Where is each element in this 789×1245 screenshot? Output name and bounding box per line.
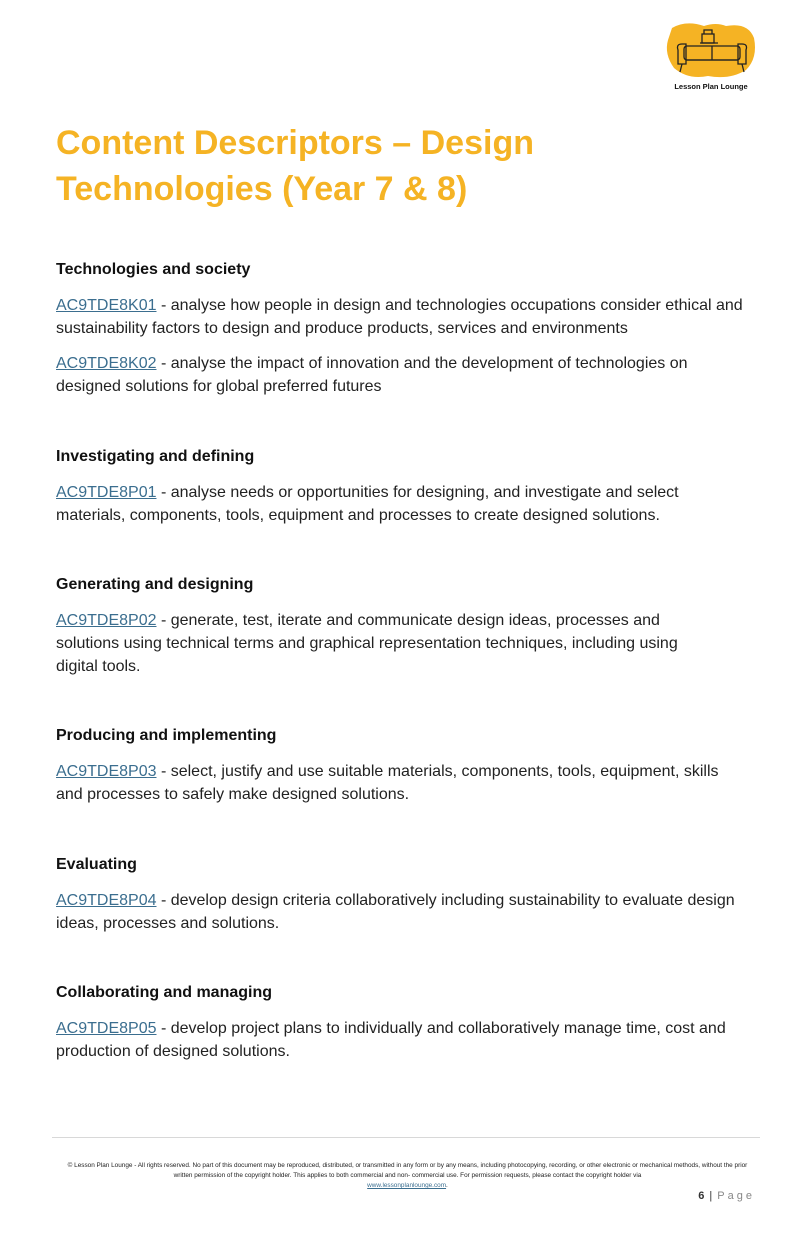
copyright-text: © Lesson Plan Lounge - All rights reserved. No part of this document may be reproduced, distributed, or transmitted in any form or by any means, including photocopying, recording, or other electronic or mechanical methods, without the prior written permission of the copyright holder. This applies to both commercial and non- commercial use. For permission requests, please contact the copyright holder via xyxy=(67,1162,748,1179)
descriptor-code-link[interactable]: AC9TDE8P05 xyxy=(56,1020,157,1037)
website-link[interactable]: www.lessonplanlounge.com xyxy=(367,1182,447,1189)
link-suffix: . xyxy=(446,1182,448,1189)
section-generating-and-designing xyxy=(56,575,766,690)
descriptor-paragraph xyxy=(56,609,716,678)
descriptor-text: - generate, test, iterate and communicate design ideas, processes and solutions using technical terms and graphical representation techniques, including using digital tools. xyxy=(56,612,678,675)
descriptor-paragraph xyxy=(56,1017,756,1063)
descriptor-paragraph xyxy=(56,889,746,935)
descriptor-code-link[interactable]: AC9TDE8P01 xyxy=(56,484,157,501)
page-label: Page xyxy=(717,1190,755,1202)
section-heading: Technologies and society xyxy=(56,261,251,278)
descriptor-code-link[interactable]: AC9TDE8P04 xyxy=(56,892,157,909)
section-heading: Investigating and defining xyxy=(56,448,255,465)
page-title: Content Descriptors – Design Technologies (Year 7 & 8) xyxy=(56,124,534,208)
descriptor-text: - analyse how people in design and technologies occupations consider ethical and sustainability factors to design and produce products, services and environments xyxy=(56,297,743,337)
lesson-plan-lounge-logo xyxy=(664,20,758,94)
page-number-value: 6 xyxy=(698,1190,706,1202)
sofa-icon xyxy=(664,20,758,82)
section-heading: Producing and implementing xyxy=(56,727,277,744)
section-producing-and-implementing xyxy=(56,726,766,818)
section-evaluating xyxy=(56,855,766,947)
footer-divider xyxy=(52,1137,760,1138)
descriptor-paragraph xyxy=(56,481,736,527)
descriptor-code-link[interactable]: AC9TDE8P02 xyxy=(56,612,157,629)
descriptor-paragraph xyxy=(56,760,746,806)
page-number xyxy=(698,1190,755,1202)
section-technologies-and-society xyxy=(56,260,766,410)
descriptor-text: - develop project plans to individually and collaboratively manage time, cost and production of designed solutions. xyxy=(56,1020,726,1060)
descriptor-text: - analyse the impact of innovation and the development of technologies on designed solutions for global preferred futures xyxy=(56,355,688,395)
section-heading: Collaborating and managing xyxy=(56,984,273,1001)
descriptor-code-link[interactable]: AC9TDE8K02 xyxy=(56,355,157,372)
descriptor-paragraph xyxy=(56,294,766,340)
descriptor-code-link[interactable]: AC9TDE8K01 xyxy=(56,297,157,314)
section-heading: Evaluating xyxy=(56,856,137,873)
descriptor-paragraph xyxy=(56,352,716,398)
page-separator: | xyxy=(709,1190,714,1202)
section-collaborating-and-managing xyxy=(56,983,766,1075)
footer-copyright xyxy=(60,1161,755,1191)
logo-text: Lesson Plan Lounge xyxy=(674,82,748,91)
descriptor-text: - develop design criteria collaboratively including sustainability to evaluate design ideas, processes and solutions. xyxy=(56,892,735,932)
descriptor-text: - select, justify and use suitable materials, components, tools, equipment, skills and processes to safely make designed solutions. xyxy=(56,763,719,803)
section-heading: Generating and designing xyxy=(56,576,254,593)
section-investigating-and-defining xyxy=(56,447,766,539)
descriptor-code-link[interactable]: AC9TDE8P03 xyxy=(56,763,157,780)
descriptor-text: - analyse needs or opportunities for designing, and investigate and select materials, components, tools, equipment and processes to create designed solutions. xyxy=(56,484,679,524)
